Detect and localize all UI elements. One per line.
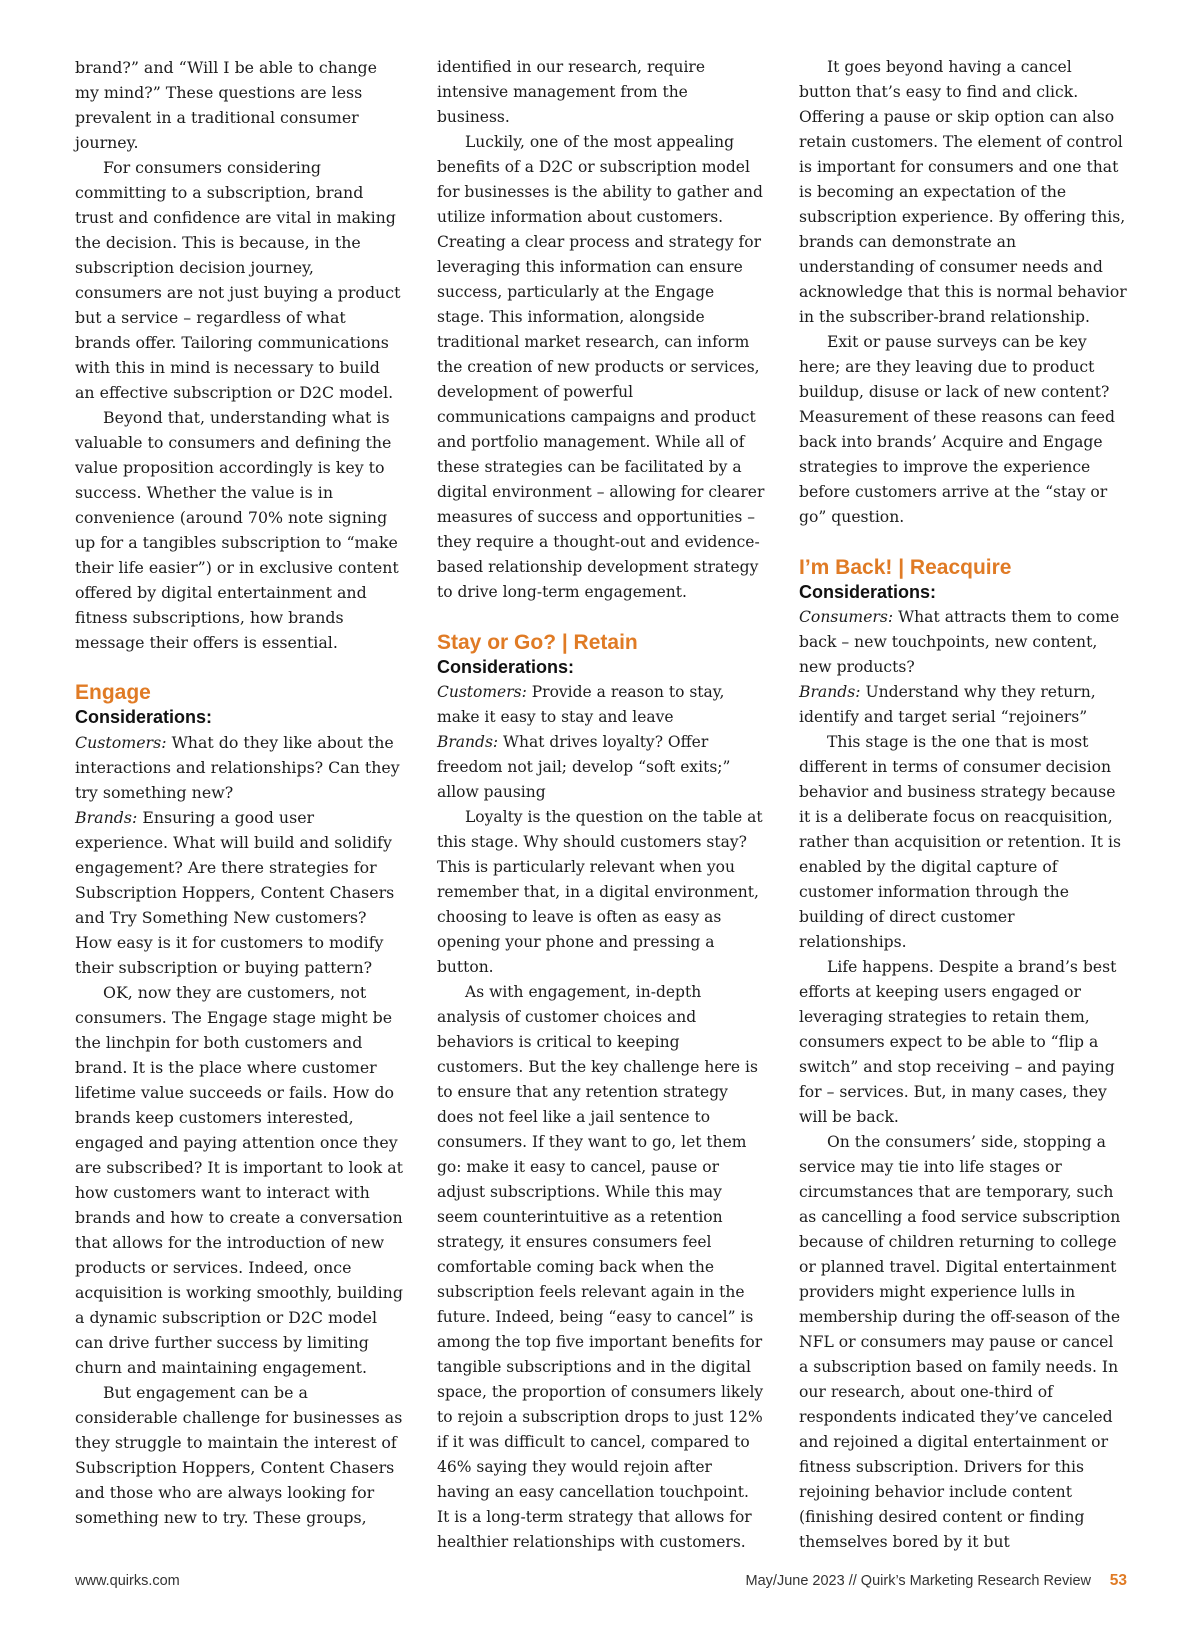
- considerations-heading: Considerations:: [799, 582, 937, 602]
- paragraph: OK, now they are customers, not consumers. The Engage stage might be the linchpin for both customers and brand. It is the place where customer lifetime value succeeds or fails. How do brands keep customers interested, engaged and paying attention once they are subscribed? It is important to look at how customers want to interact with brands and how to create a conversation that allows for the introduction of new products or services. Indeed, once acquisition is working smoothly, building a dynamic subscription or D2C model can drive further success by limiting churn and maintaining engagement.: [75, 983, 403, 1377]
- paragraph: It goes beyond having a cancel button that’s easy to find and click. Offering a pause or skip option can also retain customers. The element of control is important for consumers and one that is becoming an expectation of the subscription experience. By offering this, brands can demonstrate an understanding of consumer needs and acknowledge that this is normal behavior in the subscriber-brand relationship.: [799, 58, 1127, 326]
- considerations-brands: [437, 730, 765, 805]
- considerations-customers: [437, 680, 765, 730]
- article-column-3: [799, 55, 1127, 1555]
- paragraph: Loyalty is the question on the table at this stage. Why should customers stay? This is particularly relevant when you remember that, in a digital environment, choosing to leave is often as easy as opening your phone and pressing a button.: [437, 808, 763, 976]
- paragraph: Luckily, one of the most appealing benefits of a D2C or subscription model for businesses is the ability to gather and utilize information about customers. Creating a clear process and strategy for leveraging this information can ensure success, particularly at the Engage stage. This information, alongside traditional market research, can inform the creation of new products or services, development of powerful communications campaigns and product and portfolio management. While all of these strategies can be facilitated by a digital environment – allowing for clearer measures of success and opportunities – they require a thought-out and evidence-based relationship development strategy to drive long-term engagement.: [437, 133, 765, 601]
- paragraph: identified in our research, require intensive management from the business.: [437, 58, 706, 126]
- considerations-heading: Considerations:: [75, 707, 213, 727]
- brands-label: Brands:: [799, 683, 861, 701]
- considerations-consumers: [799, 605, 1127, 680]
- considerations-brands: [799, 680, 1127, 730]
- section-heading-engage: Engage: [75, 681, 151, 704]
- paragraph: But engagement can be a considerable challenge for businesses as they struggle to maintain the interest of Subscription Hoppers, Content Chasers and those who are always looking for something new to try. These groups,: [75, 1383, 403, 1527]
- section-heading-retain: Stay or Go? | Retain: [437, 631, 638, 654]
- brands-text: Understand why they return, identify and target serial “rejoiners”: [799, 683, 1096, 726]
- paragraph: Life happens. Despite a brand’s best efforts at keeping users engaged or leveraging strategies to retain them, consumers expect to be able to “flip a switch” and stop receiving – and paying for – services. But, in many cases, they will be back.: [799, 958, 1117, 1126]
- page-number: 53: [1109, 1572, 1127, 1589]
- customers-text: What do they like about the interactions and relationships? Can they try something new?: [75, 733, 400, 802]
- considerations-brands: [75, 805, 403, 980]
- brands-label: Brands:: [75, 808, 138, 827]
- footer-issue: May/June 2023 // Quirk’s Marketing Research Review: [745, 1573, 1091, 1589]
- article-column-1: [75, 55, 403, 1530]
- paragraph: Exit or pause surveys can be key here; are they leaving due to product buildup, disuse or lack of new content? Measurement of these reasons can feed back into brands’ Acquire and Engage strategies to improve the experience before customers arrive at the “stay or go” question.: [799, 333, 1115, 526]
- footer-url[interactable]: www.quirks.com: [75, 1573, 180, 1589]
- article-column-2: [437, 55, 765, 1555]
- consumers-label: Consumers:: [799, 608, 894, 626]
- paragraph: On the consumers’ side, stopping a service may tie into life stages or circumstances that are temporary, such as cancelling a food service subscription because of children returning to college or planned travel. Digital entertainment providers might experience lulls in membership during the off-season of the NFL or consumers may pause or cancel a subscription based on family needs. In our research, about one-third of respondents indicated they’ve canceled and rejoined a digital entertainment or fitness subscription. Drivers for this rejoining behavior include content (finishing desired content or finding themselves bored by it but: [799, 1133, 1121, 1551]
- paragraph: brand?” and “Will I be able to change my mind?” These questions are less prevalent in a traditional consumer journey.: [75, 58, 377, 152]
- customers-label: Customers:: [437, 683, 527, 701]
- paragraph: As with engagement, in-depth analysis of customer choices and behaviors is critical to keeping customers. But the key challenge here is to ensure that any retention strategy does not feel like a jail sentence to consumers. If they want to go, let them go: make it easy to cancel, pause or adjust subscriptions. While this may seem counterintuitive as a retention strategy, it ensures consumers feel comfortable coming back when the subscription feels relevant again in the future. Indeed, being “easy to cancel” is among the top five important benefits for tangible subscriptions and in the digital space, the proportion of consumers likely to rejoin a subscription drops to just 12% if it was difficult to cancel, compared to 46% saying they would rejoin after having an easy cancellation touchpoint. It is a long-term strategy that allows for healthier relationships with customers.: [437, 983, 764, 1551]
- considerations-customers: [75, 730, 403, 805]
- paragraph: Beyond that, understanding what is valuable to consumers and defining the value proposition accordingly is key to success. Whether the value is in convenience (around 70% note signing up for a tangibles subscription to “make their life easier”) or in exclusive content offered by digital entertainment and fitness subscriptions, how brands message their offers is essential.: [75, 408, 399, 652]
- brands-label: Brands:: [437, 733, 499, 751]
- section-heading-reacquire: I’m Back! | Reacquire: [799, 556, 1012, 579]
- paragraph: For consumers considering committing to a subscription, brand trust and confidence are vital in making the decision. This is because, in the subscription decision journey, consumers are not just buying a product but a service – regardless of what brands offer. Tailoring communications with this in mind is necessary to build an effective subscription or D2C model.: [75, 158, 401, 402]
- consumers-text: What attracts them to come back – new touchpoints, new content, new products?: [799, 608, 1120, 676]
- brands-text: Ensuring a good user experience. What will build and solidify engagement? Are there strategies for Subscription Hoppers, Content Chasers and Try Something New customers? How easy is it for customers to modify their subscription or buying pattern?: [75, 808, 395, 977]
- paragraph: This stage is the one that is most different in terms of consumer decision behavior and business strategy because it is a deliberate focus on reacquisition, rather than acquisition or retention. It is enabled by the digital capture of customer information through the building of direct customer relationships.: [799, 733, 1121, 951]
- considerations-heading: Considerations:: [437, 657, 575, 677]
- customers-label: Customers:: [75, 733, 167, 752]
- page-footer: [75, 1573, 1127, 1595]
- customers-text: Provide a reason to stay, make it easy to stay and leave: [437, 683, 725, 726]
- brands-text: What drives loyalty? Offer freedom not jail; develop “soft exits;” allow pausing: [437, 733, 731, 801]
